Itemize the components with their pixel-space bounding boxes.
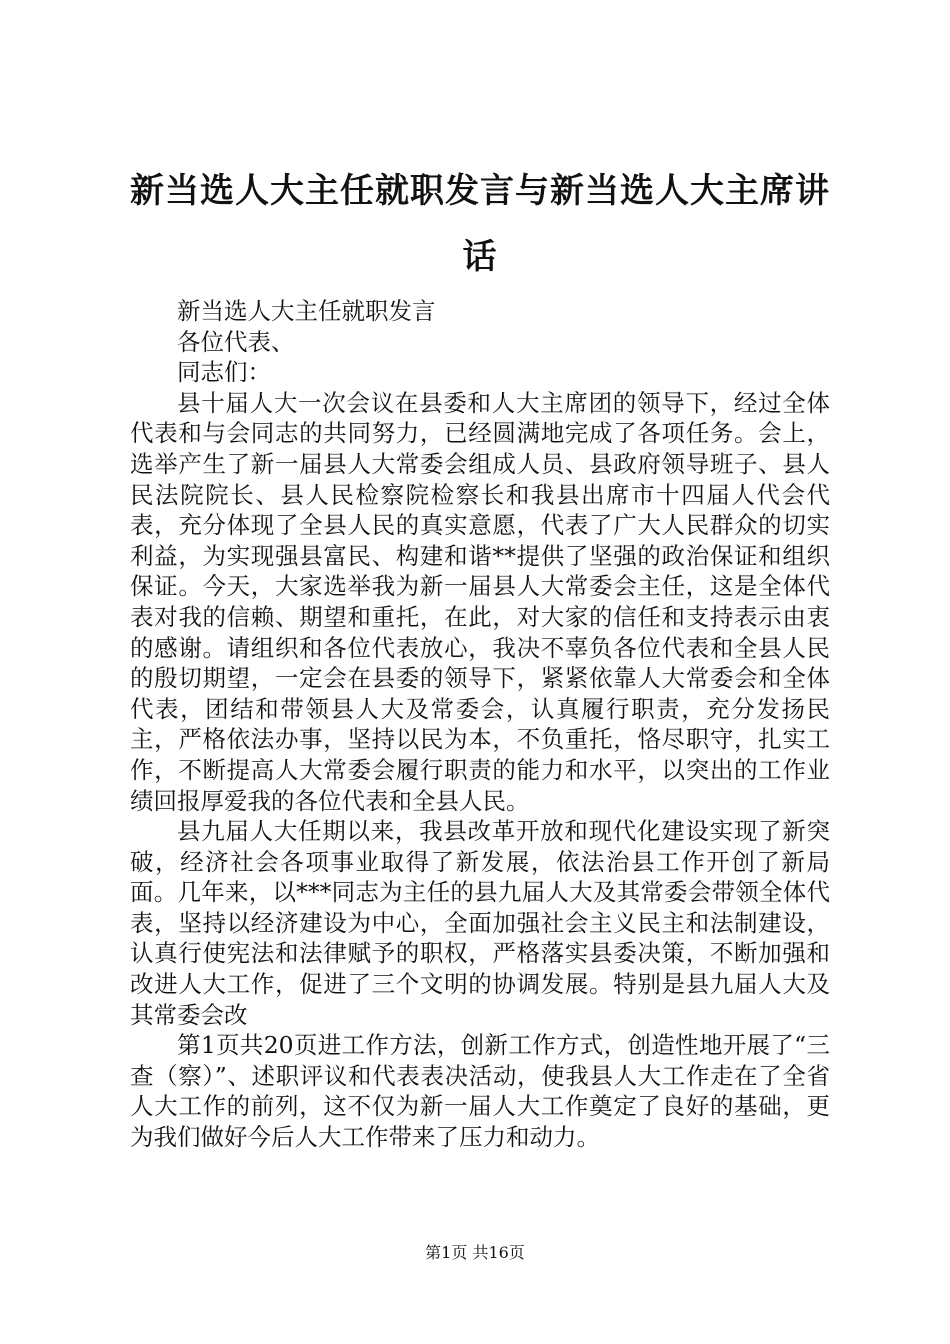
page-footer: 第1页 共16页 — [425, 1243, 525, 1262]
salutation-line: 各位代表、 — [177, 327, 295, 356]
body-paragraph: 县九届人大任期以来，我县改革开放和现代化建设实现了新突破，经济社会各项事业取得了新发展，依法治县工作开创了新局面。几年来，以***同志为主任的县九届人大及其常委会带领全体代表，坚持以经济建设为中心，全面加强社会主义民主和法制建设，认真行使宪法和法律赋予的职权，严格落实县委决策，不断加强和改进人大工作，促进了三个文明的协调发展。特别是县九届人大及其常委会改 — [130, 817, 830, 1029]
document-title: 新当选人大主任就职发言与新当选人大主席讲话 — [130, 171, 830, 277]
body-paragraph: 县十届人大一次会议在县委和人大主席团的领导下，经过全体代表和与会同志的共同努力，已经圆满地完成了各项任务。会上，选举产生了新一届县人大常委会组成人员、县政府领导班子、县人民法院院长、县人民检察院检察长和我县出席市十四届人代会代表，充分体现了全县人民的真实意愿，代表了广大人民群众的切实利益，为实现强县富民、构建和谐**提供了坚强的政治保证和组织保证。今天，大家选举我为新一届县人大常委会主任，这是全体代表对我的信赖、期望和重托，在此，对大家的信任和支持表示由衷的感谢。请组织和各位代表放心，我决不辜负各位代表和全县人民的殷切期望，一定会在县委的领导下，紧紧依靠人大常委会和全体代表，团结和带领县人大及常委会，认真履行职责，充分发扬民主，严格依法办事，坚持以民为本，不负重托，恪尽职守，扎实工作，不断提高人大常委会履行职责的能力和水平，以突出的工作业绩回报厚爱我的各位代表和全县人民。 — [130, 388, 830, 815]
body-paragraph: 第1页共20页进工作方法，创新工作方式，创造性地开展了“三查（察）”、述职评议和代表表决活动，使我县人大工作走在了全省人大工作的前列，这不仅为新一届人大工作奠定了良好的基础，更为我们做好今后人大工作带来了压力和动力。 — [130, 1031, 830, 1152]
salutation-line: 同志们： — [177, 358, 271, 387]
document-body — [130, 296, 830, 1153]
speech-heading: 新当选人大主任就职发言 — [177, 297, 436, 325]
